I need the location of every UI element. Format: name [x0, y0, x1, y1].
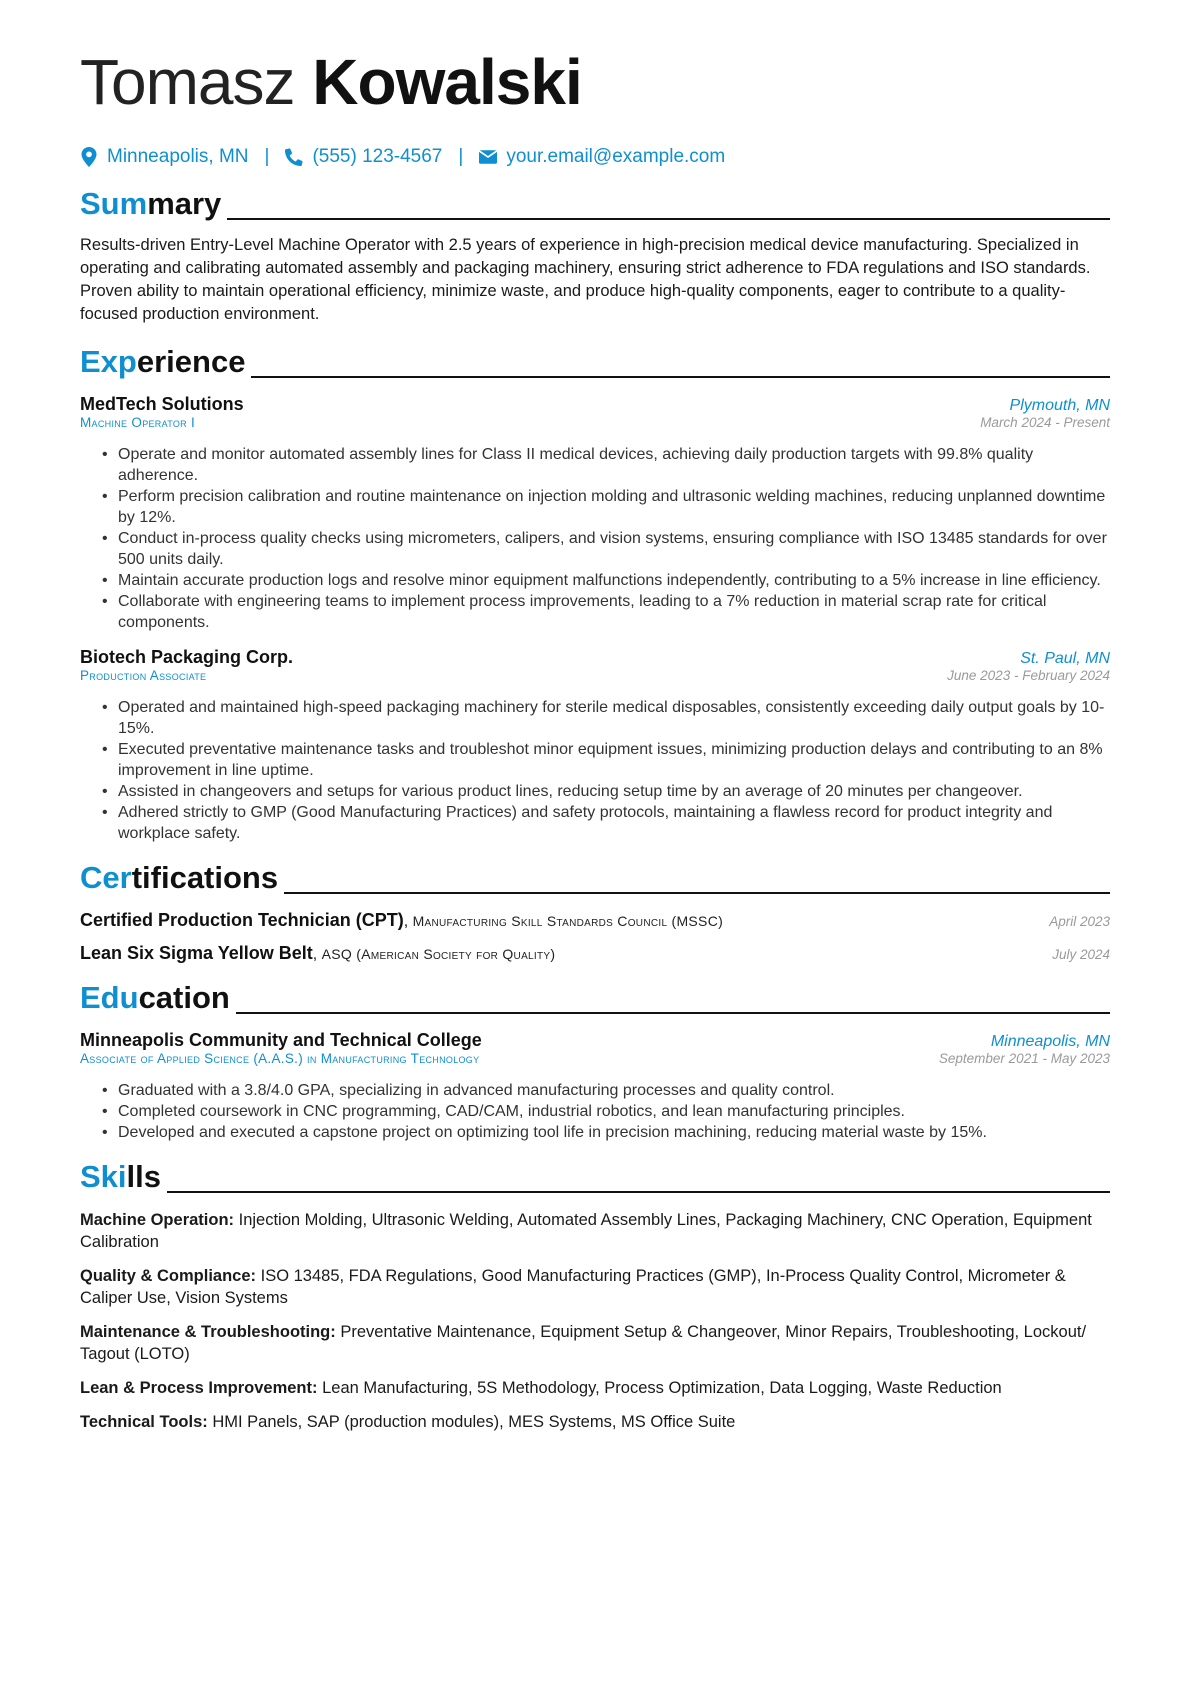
heading-rule	[236, 1012, 1110, 1014]
list-item: • Developed and executed a capstone project on optimizing tool life in precision machining, reducing material waste by 15%.	[118, 1122, 1110, 1143]
certification-name: Lean Six Sigma Yellow Belt	[80, 943, 313, 963]
skill-label: Quality & Compliance:	[80, 1267, 257, 1285]
job-location: St. Paul, MN	[1020, 650, 1110, 667]
experience-entry	[80, 647, 1110, 844]
school-name: Minneapolis Community and Technical College	[80, 1030, 482, 1050]
job-dates: June 2023 - February 2024	[947, 668, 1110, 683]
skill-label: Lean & Process Improvement:	[80, 1379, 318, 1397]
skill-row	[80, 1209, 1110, 1253]
heading-rule	[284, 892, 1110, 894]
list-item: • Collaborate with engineering teams to implement process improvements, leading to a 7% reduction in material scrap rate for critical components.	[118, 591, 1110, 633]
last-name: Kowalski	[312, 46, 582, 118]
list-item: • Operated and maintained high-speed packaging machinery for sterile medical disposables, consistently exceeding daily output goals by 10-15%.	[118, 697, 1110, 739]
skill-row	[80, 1321, 1110, 1365]
skill-row	[80, 1411, 1110, 1433]
list-item: • Assisted in changeovers and setups for various product lines, reducing setup time by an average of 20 minutes per changeover.	[118, 781, 1110, 802]
contact-phone[interactable]	[285, 146, 442, 168]
skill-value: HMI Panels, SAP (production modules), MES Systems, MS Office Suite	[212, 1413, 736, 1431]
list-item: • Maintain accurate production logs and resolve minor equipment malfunctions independently, contributing to a 5% increase in line efficiency.	[118, 570, 1110, 591]
education-dates: September 2021 - May 2023	[938, 1051, 1110, 1066]
section-heading-certifications: Certifications	[80, 856, 1110, 896]
contact-separator: |	[458, 146, 464, 167]
first-name: Tomasz	[80, 46, 295, 118]
skill-label: Technical Tools:	[80, 1413, 208, 1431]
list-item: • Conduct in-process quality checks using micrometers, calipers, and vision systems, ensuring compliance with ISO 13485 standards for over 500 units daily.	[118, 528, 1110, 570]
job-dates: March 2024 - Present	[980, 415, 1110, 430]
experience-entry	[80, 394, 1110, 633]
heading-rule	[167, 1191, 1110, 1193]
contact-email[interactable]	[479, 146, 725, 168]
job-bullets	[80, 444, 1110, 633]
list-item: • Adhered strictly to GMP (Good Manufacturing Practices) and safety protocols, maintaining a flawless record for product integrity and workplace safety.	[118, 802, 1110, 844]
location-text: Minneapolis, MN	[107, 146, 249, 167]
list-item: • Completed coursework in CNC programming, CAD/CAM, industrial robotics, and lean manufacturing principles.	[118, 1101, 1110, 1122]
company-name: MedTech Solutions	[80, 394, 244, 414]
contact-separator: |	[264, 146, 270, 167]
skill-label: Machine Operation:	[80, 1211, 235, 1229]
certification-name: Certified Production Technician (CPT)	[80, 910, 404, 930]
skill-value: Injection Molding, Ultrasonic Welding, Automated Assembly Lines, Packaging Machinery, CNC Operation, Equipment Calibration	[80, 1211, 1092, 1251]
certification-item: Certified Production Technician (CPT), Manufacturing Skill Standards Council (MSSC) April 2023	[80, 910, 1110, 930]
envelope-icon	[479, 147, 497, 167]
school-location: Minneapolis, MN	[990, 1033, 1110, 1050]
education-bullets	[80, 1080, 1110, 1143]
contact-line	[80, 144, 1110, 170]
section-heading-skills: Skills	[80, 1155, 1110, 1195]
certification-issuer: Manufacturing Skill Standards Council (MSSC)	[412, 913, 724, 929]
certification-date: July 2024	[1052, 947, 1110, 962]
skill-label: Maintenance & Troubleshooting:	[80, 1323, 336, 1341]
certification-issuer: ASQ (American Society for Quality)	[321, 946, 556, 962]
degree-title: Associate of Applied Science (A.A.S.) in Manufacturing Technology	[80, 1051, 480, 1066]
heading-rule	[251, 376, 1110, 378]
job-bullets	[80, 697, 1110, 844]
list-item: • Operate and monitor automated assembly lines for Class II medical devices, achieving daily production targets with 99.8% quality adherence.	[118, 444, 1110, 486]
list-item: • Executed preventative maintenance tasks and troubleshot minor equipment issues, minimizing production delays and contributing to an 8% improvement in line uptime.	[118, 739, 1110, 781]
map-pin-icon	[80, 147, 98, 167]
section-heading-summary: Summary	[80, 182, 1110, 222]
job-title: Machine Operator I	[80, 415, 196, 430]
job-location: Plymouth, MN	[1009, 397, 1110, 414]
skill-value: Lean Manufacturing, 5S Methodology, Process Optimization, Data Logging, Waste Reduction	[322, 1379, 1002, 1397]
skill-row	[80, 1377, 1110, 1399]
skill-row	[80, 1265, 1110, 1309]
skill-value: ISO 13485, FDA Regulations, Good Manufacturing Practices (GMP), In-Process Quality Control, Micrometer & Caliper Use, Vision Systems	[80, 1267, 1066, 1307]
phone-icon	[285, 147, 303, 167]
email-link: your.email@example.com	[506, 146, 726, 167]
skill-value: Preventative Maintenance, Equipment Setup & Changeover, Minor Repairs, Troubleshooting, Lockout/ Tagout (LOTO)	[80, 1323, 1087, 1363]
phone-text: (555) 123-4567	[312, 146, 443, 167]
list-item: • Perform precision calibration and routine maintenance on injection molding and ultrasonic welding machines, reducing unplanned downtime by 12%.	[118, 486, 1110, 528]
list-item: • Graduated with a 3.8/4.0 GPA, specializing in advanced manufacturing processes and quality control.	[118, 1080, 1110, 1101]
heading-rule	[227, 218, 1110, 220]
education-entry	[80, 1030, 1110, 1143]
summary-text: Results-driven Entry-Level Machine Operator with 2.5 years of experience in high-precision medical device manufacturing. Specialized in operating and calibrating automated assembly and packaging machinery, ensuring strict adherence to FDA regulations and ISO standards. Proven ability to maintain operational efficiency, minimize waste, and produce high-quality components, eager to contribute to a quality-focused production environment.	[80, 236, 1091, 323]
certification-item: Lean Six Sigma Yellow Belt, ASQ (American Society for Quality) July 2024	[80, 943, 1110, 963]
section-heading-education: Education	[80, 976, 1110, 1016]
section-heading-experience: Experience	[80, 340, 1110, 380]
candidate-name	[80, 40, 1110, 124]
contact-location	[80, 146, 249, 168]
company-name: Biotech Packaging Corp.	[80, 647, 294, 667]
job-title: Production Associate	[80, 668, 207, 683]
certification-date: April 2023	[1049, 914, 1110, 929]
skills-list	[80, 1209, 1110, 1433]
